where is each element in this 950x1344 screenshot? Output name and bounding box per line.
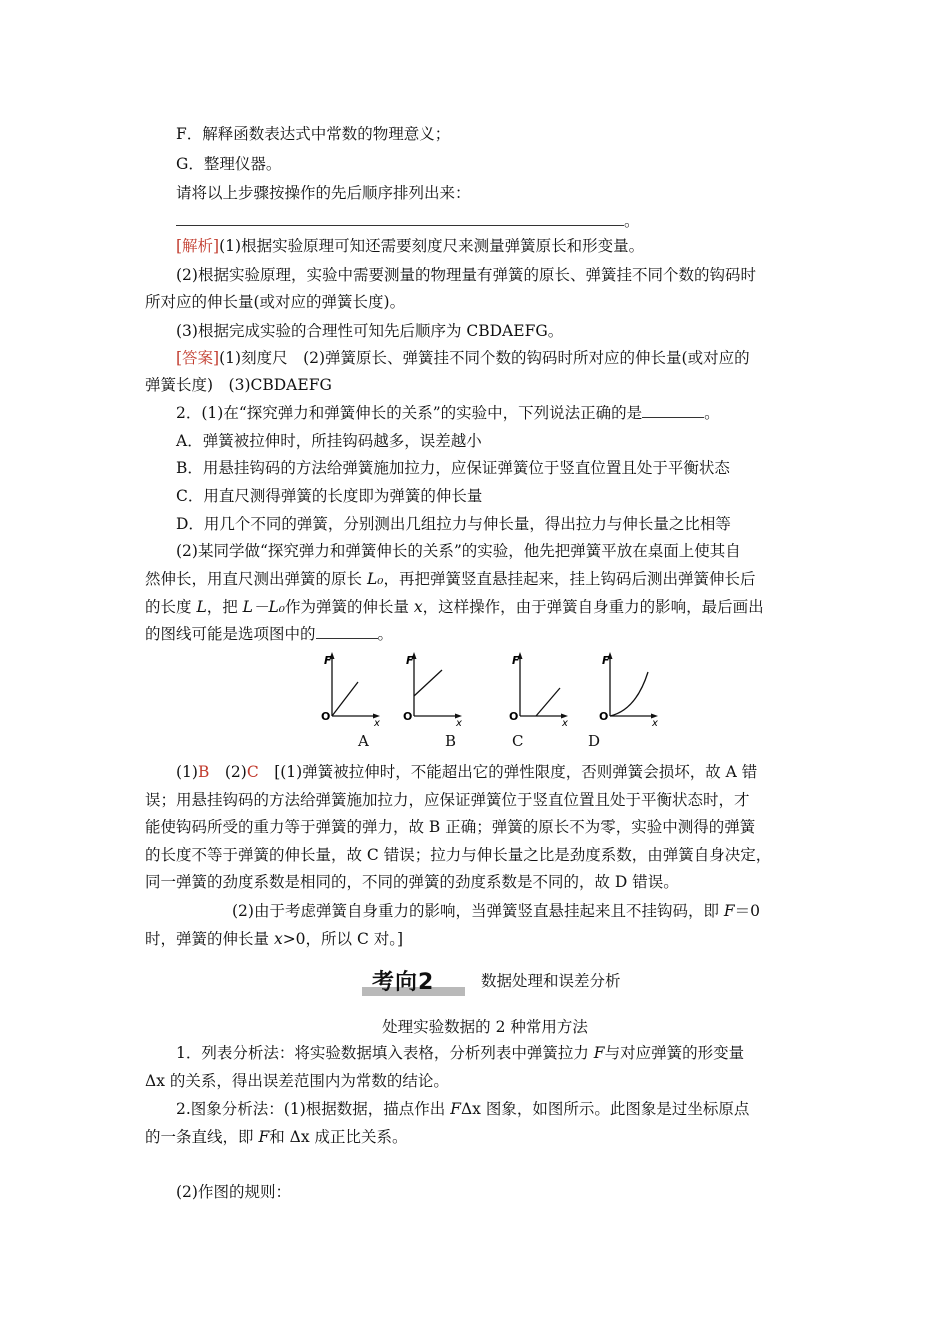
solution-line-2: 误；用悬挂钩码的方法给弹簧施加拉力，应保证弹簧位于竖直位置且处于平衡状态时，才 [145,791,750,809]
section-badge: 考向2 [372,970,435,995]
solution-line-5: 同一弹簧的劲度系数是相同的，不同的弹簧的劲度系数是不同的，故 D 错误。 [145,873,679,891]
step-g: G．整理仪器。 [176,155,282,173]
subheading: 处理实验数据的 2 种常用方法 [382,1018,588,1036]
graph-c [506,650,576,728]
fill-blank-2 [642,403,704,418]
svg-text:F: F [324,654,332,667]
section-heading [362,963,702,999]
svg-text:F: F [512,654,520,667]
solution-line-7: 时，弹簧的伸长量 x>0，所以 C 对。] [145,930,404,948]
solution-line-3: 能使钩码所受的重力等于弹簧的弹力，故 B 正确；弹簧的原长不为零，实验中测得的弹簧 [145,818,756,836]
method-1b: Δx 的关系，得出误差范围内为常数的结论。 [145,1072,449,1090]
option-d: D．用几个不同的弹簧，分别测出几组拉力与伸长量，得出拉力与伸长量之比相等 [176,515,731,533]
svg-text:x: x [562,718,568,728]
fill-blank-3 [316,624,378,639]
graph-b [400,650,470,728]
plot-rules: (2)作图的规则： [176,1183,291,1201]
option-a: A．弹簧被拉伸时，所挂钩码越多，误差越小 [176,432,482,450]
option-c: C．用直尺测得弹簧的长度即为弹簧的伸长量 [176,487,483,505]
analysis-tag: [解析] [176,237,220,255]
question-2: 2．(1)在“探究弹力和弹簧伸长的关系”的实验中，下列说法正确的是 。 [176,404,720,422]
method-2b: 的一条直线，即 F和 Δx 成正比关系。 [145,1128,408,1146]
svg-text:x: x [456,718,462,728]
analysis-3: (3)根据完成实验的合理性可知先后顺序为 CBDAEFG。 [176,322,564,340]
svg-text:O: O [599,710,609,723]
part2-a: (2)某同学做“探究弹力和弹簧伸长的关系”的实验，他先把弹簧平放在桌面上使其自 [176,542,741,560]
step-f: F．解释函数表达式中常数的物理意义； [176,125,451,143]
svg-text:O: O [509,710,519,723]
svg-text:x: x [652,718,658,728]
svg-text:O: O [321,710,331,723]
graph-d [596,650,666,728]
analysis-1: [解析](1)根据实验原理可知还需要刻度尺来测量弹簧原长和形变量。 [176,237,645,255]
section-title: 数据处理和误差分析 [481,972,621,990]
answer-tag: [答案] [176,349,220,367]
graph-label-b: B [445,732,457,750]
graph-label-d: D [588,732,601,750]
svg-text:F: F [406,654,414,667]
method-2a: 2.图象分析法：(1)根据数据，描点作出 FΔx 图象，如图所示。此图象是过坐标原点 [176,1100,750,1118]
solution-line-1: (1)B (2)C [(1)弹簧被拉伸时，不能超出它的弹性限度，否则弹簧会损坏，故 A 错 [176,763,758,781]
analysis-2a: (2)根据实验原理，实验中需要测量的物理量有弹簧的原长、弹簧挂不同个数的钩码时 [176,266,756,284]
graph-label-c: C [512,732,524,750]
method-1a: 1．列表分析法：将实验数据填入表格，分析列表中弹簧拉力 F与对应弹簧的形变量 [176,1044,745,1062]
analysis-2b: 所对应的伸长量(或对应的弹簧长度)。 [145,293,406,311]
graph-label-a: A [358,732,369,750]
solution-line-6: (2)由于考虑弹簧自身重力的影响，当弹簧竖直悬挂起来且不挂钩码，即 F＝0 [232,902,761,920]
graph-a [318,650,388,728]
solution-line-4: 的长度不等于弹簧的伸长量，故 C 错误；拉力与伸长量之比是劲度系数，由弹簧自身决定， [145,846,772,864]
answer-1: [答案](1)刻度尺 (2)弹簧原长、弹簧挂不同个数的钩码时所对应的伸长量(或对应的 [176,349,750,367]
svg-text:x: x [374,718,380,728]
option-b: B．用悬挂钩码的方法给弹簧施加拉力，应保证弹簧位于竖直位置且处于平衡状态 [176,459,730,477]
svg-text:O: O [403,710,413,723]
answer-blank-line: 。 [176,211,856,231]
question-order: 请将以上步骤按操作的先后顺序排列出来： [176,184,471,202]
part2-c: 的长度 L，把 L－L₀作为弹簧的伸长量 x，这样操作，由于弹簧自身重力的影响，最后画出 [145,598,764,616]
part2-d: 的图线可能是选项图中的 。 [145,625,394,643]
part2-b: 然伸长，用直尺测出弹簧的原长 L₀，再把弹簧竖直悬挂起来，挂上钩码后测出弹簧伸长后 [145,570,756,588]
svg-text:F: F [602,654,610,667]
answer-2: 弹簧长度) (3)CBDAEFG [145,376,332,394]
fill-blank [176,211,624,226]
